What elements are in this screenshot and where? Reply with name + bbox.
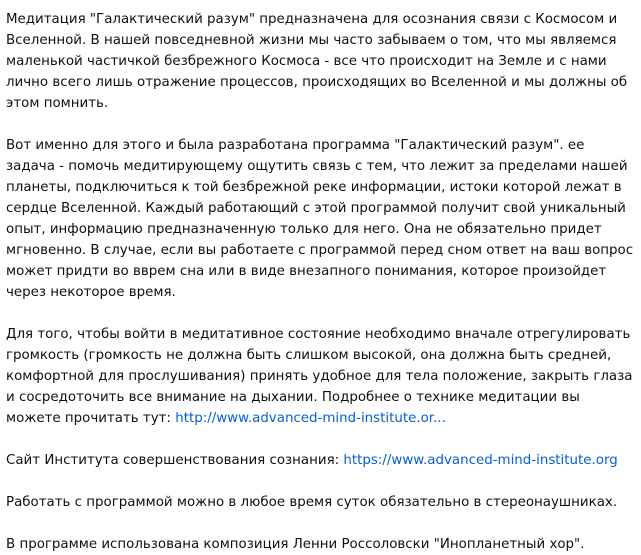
description-paragraph-music-credit: В программе использована композиция Ленни Россоловски "Инопланетный хор". — [6, 537, 585, 552]
institute-site-link[interactable]: https://www.advanced-mind-institute.org — [343, 453, 618, 468]
instructions-text: Для того, чтобы войти в медитативное состояние необходимо вначале отрегулировать громкость (громкость не должна быть слишком высокой, она должна быть средней, комфортной для прослушивания) принять удобное для тела положение, закрыть глаза и сосредоточить все внимание на дыхании. Подробнее о технике медитации вы можете прочитать тут: — [6, 327, 633, 426]
meditation-technique-link[interactable]: http://www.advanced-mind-institute.or... — [175, 411, 446, 426]
institute-label: Сайт Института совершенствования сознания: — [6, 453, 344, 468]
description-paragraph-headphones: Работать с программой можно в любое время суток обязательно в стереонаушниках. — [6, 495, 618, 510]
description-paragraph-intro: Медитация "Галактический разум" предназначена для осознания связи с Космосом и Вселенной. В нашей повседневной жизни мы часто забываем о том, что мы являемся маленькой частичкой безбрежного Космоса - все что происходит на Земле и с нами лично всего лишь отражение процессов, происходящих во Вселенной и мы должны об этом помнить. — [6, 12, 628, 111]
description-paragraph-institute — [6, 450, 637, 471]
description-paragraph-instructions — [6, 324, 637, 429]
description-paragraph-purpose: Вот именно для этого и была разработана программа "Галактический разум". ее задача - помочь медитирующему ощутить связь с тем, что лежит за пределами нашей планеты, подключиться к той безбрежной реке информации, истоки которой лежат в сердце Вселенной. Каждый работающий с этой программой получит свой уникальный опыт, информацию предназначенную только для него. Она не обязательно придет мгновенно. В случае, если вы работаете с программой перед сном ответ на ваш вопрос может придти во вврем сна или в виде внезапного понимания, которое произойдет через некоторое время. — [6, 138, 634, 300]
